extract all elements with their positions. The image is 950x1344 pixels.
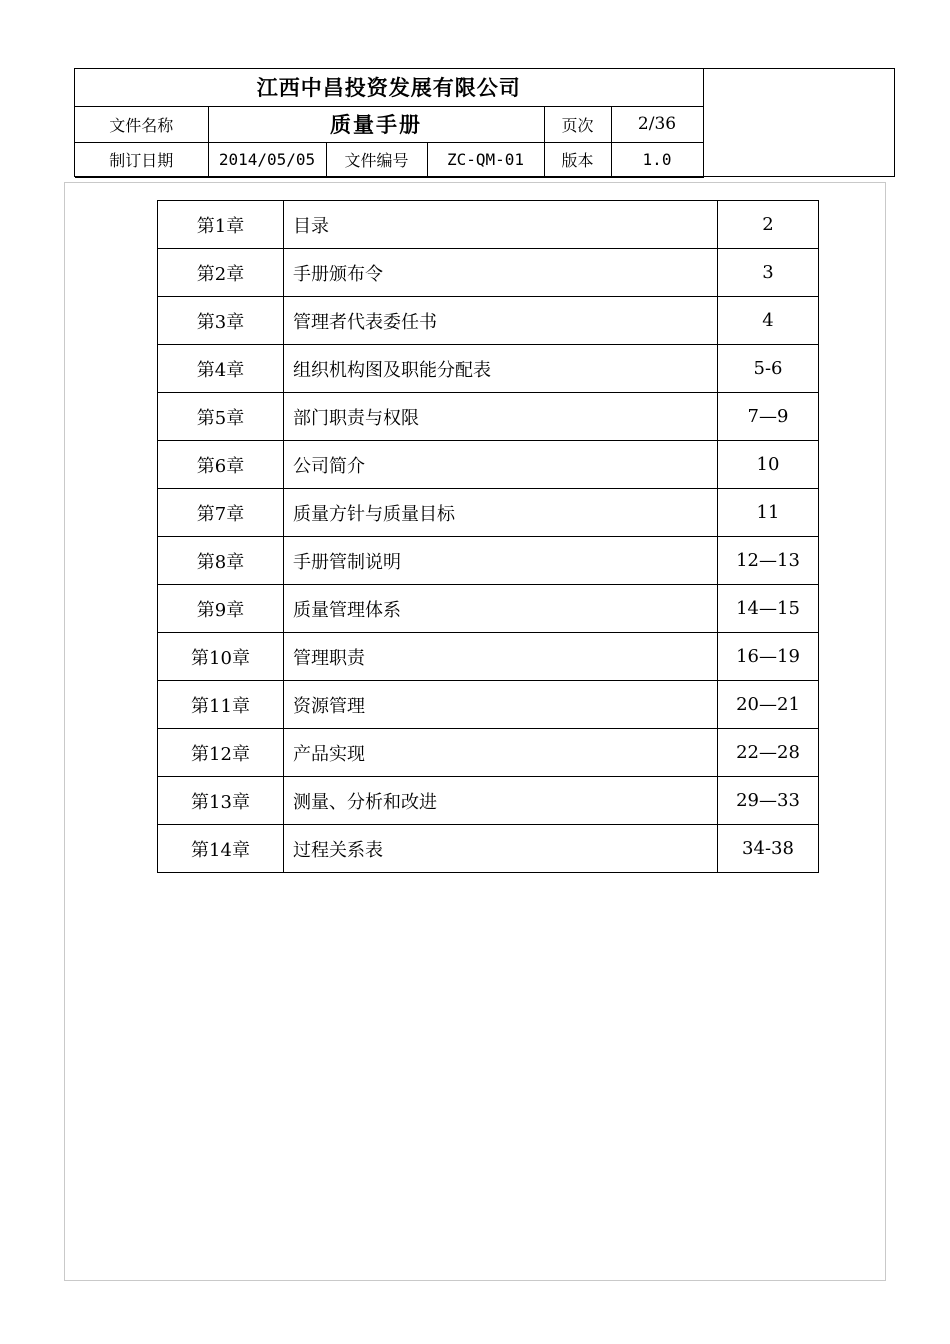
toc-chapter: 第5章 (158, 393, 284, 441)
toc-row (158, 777, 819, 825)
toc-title: 管理职责 (284, 633, 718, 681)
toc-pages: 5-6 (718, 345, 819, 393)
toc-chapter: 第8章 (158, 537, 284, 585)
toc-chapter: 第14章 (158, 825, 284, 873)
document-header (74, 68, 895, 177)
toc-pages: 2 (718, 201, 819, 249)
date-value: 2014/05/05 (208, 142, 326, 177)
toc-table (157, 200, 819, 873)
toc-chapter: 第11章 (158, 681, 284, 729)
toc-title: 测量、分析和改进 (284, 777, 718, 825)
toc-pages: 29—33 (718, 777, 819, 825)
toc-row (158, 681, 819, 729)
toc-title: 产品实现 (284, 729, 718, 777)
toc-pages: 14—15 (718, 585, 819, 633)
toc-chapter: 第2章 (158, 249, 284, 297)
toc-pages: 11 (718, 489, 819, 537)
toc-pages: 34-38 (718, 825, 819, 873)
toc-row (158, 489, 819, 537)
toc-row (158, 201, 819, 249)
toc-chapter: 第7章 (158, 489, 284, 537)
toc-pages: 3 (718, 249, 819, 297)
date-label: 制订日期 (75, 142, 208, 177)
toc-title: 质量方针与质量目标 (284, 489, 718, 537)
doc-no-value: ZC-QM-01 (427, 142, 544, 177)
toc-row (158, 441, 819, 489)
toc-row (158, 585, 819, 633)
doc-no-label: 文件编号 (326, 142, 427, 177)
toc-title: 公司简介 (284, 441, 718, 489)
version-label: 版本 (544, 142, 611, 177)
toc-chapter: 第1章 (158, 201, 284, 249)
toc-row (158, 633, 819, 681)
toc-row (158, 393, 819, 441)
toc-pages: 12—13 (718, 537, 819, 585)
company-name: 江西中昌投资发展有限公司 (75, 69, 703, 106)
toc-title: 资源管理 (284, 681, 718, 729)
toc-pages: 22—28 (718, 729, 819, 777)
toc-title: 手册管制说明 (284, 537, 718, 585)
toc-pages: 16—19 (718, 633, 819, 681)
doc-name-label: 文件名称 (75, 106, 208, 142)
toc-row (158, 729, 819, 777)
page-value: 2/36 (611, 106, 703, 142)
toc-chapter: 第10章 (158, 633, 284, 681)
toc-title: 手册颁布令 (284, 249, 718, 297)
toc-row (158, 825, 819, 873)
toc-pages: 10 (718, 441, 819, 489)
toc-chapter: 第13章 (158, 777, 284, 825)
doc-title: 质量手册 (208, 106, 544, 142)
toc-pages: 4 (718, 297, 819, 345)
toc-pages: 20—21 (718, 681, 819, 729)
toc-chapter: 第3章 (158, 297, 284, 345)
toc-chapter: 第12章 (158, 729, 284, 777)
toc-title: 质量管理体系 (284, 585, 718, 633)
header-table (75, 69, 704, 178)
toc-title: 过程关系表 (284, 825, 718, 873)
toc-title: 目录 (284, 201, 718, 249)
toc-pages: 7—9 (718, 393, 819, 441)
toc-title: 组织机构图及职能分配表 (284, 345, 718, 393)
toc-title: 部门职责与权限 (284, 393, 718, 441)
toc-chapter: 第6章 (158, 441, 284, 489)
version-value: 1.0 (611, 142, 703, 177)
toc-row (158, 537, 819, 585)
toc-row (158, 249, 819, 297)
page-label: 页次 (544, 106, 611, 142)
toc-row (158, 345, 819, 393)
toc-title: 管理者代表委任书 (284, 297, 718, 345)
toc-row (158, 297, 819, 345)
toc-chapter: 第4章 (158, 345, 284, 393)
toc-chapter: 第9章 (158, 585, 284, 633)
